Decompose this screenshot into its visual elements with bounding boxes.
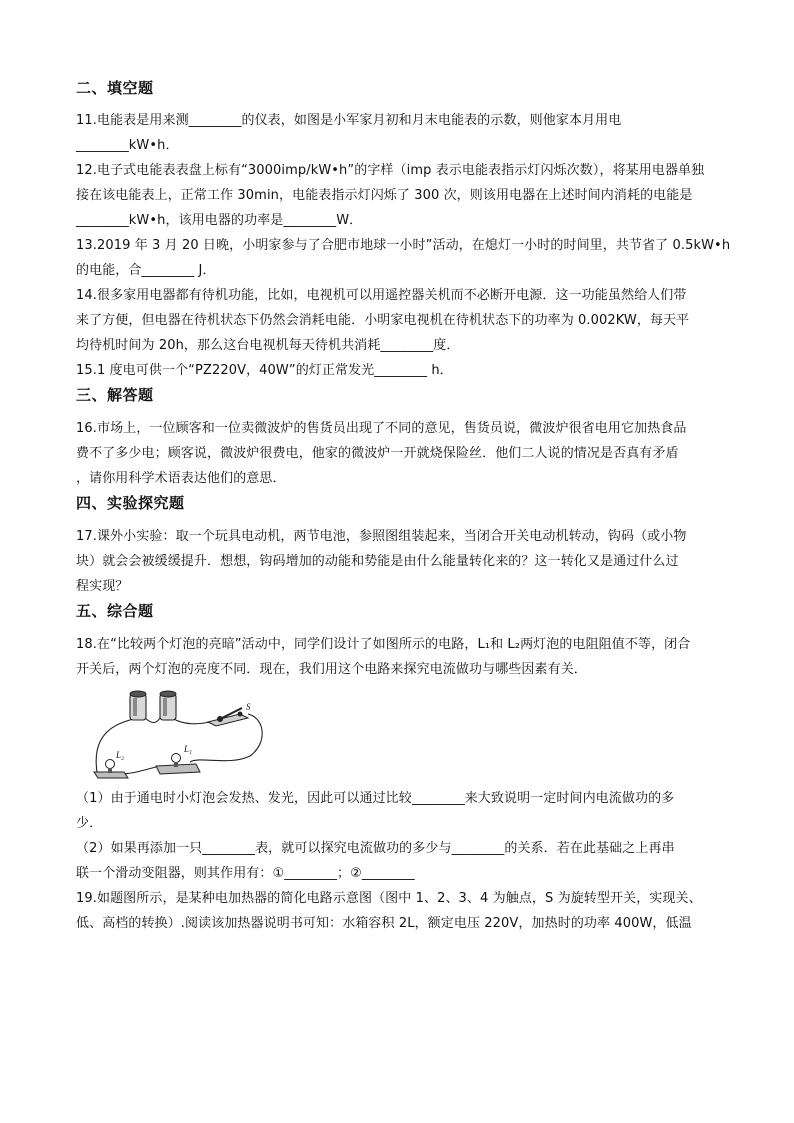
q16-line-3: ，请你用科学术语表达他们的意思． xyxy=(76,471,286,486)
section-heading-experiment: 四、实验探究题 xyxy=(76,494,185,512)
lamp-l2-label: L₂ xyxy=(116,750,125,760)
wire-battery-link xyxy=(145,718,160,723)
wire-battery-switch xyxy=(172,718,210,724)
battery-right xyxy=(160,691,176,720)
q13-line-2: 的电能，合________ J． xyxy=(76,263,216,278)
q12-line-3: ________kW•h，该用电器的功率是________W． xyxy=(76,213,363,228)
lamp-l2 xyxy=(94,750,128,778)
q12-line-1: 12.电子式电能表表盘上标有“3000imp/kW•h”的字样（imp 表示电能表指示灯闪烁次数），将某用电器单独 xyxy=(76,163,705,178)
q16-line-2: 费不了多少电；顾客说，微波炉很费电，他家的微波炉一开就烧保险丝．他们二人说的情况是否真有矛盾 xyxy=(76,446,679,461)
wire-lamp2-lamp1 xyxy=(120,766,160,774)
q18-part2-line-2: 联一个滑动变阻器，则其作用有：①________；②________ xyxy=(76,866,415,881)
q18-line-1: 18.在“比较两个灯泡的亮暗”活动中，同学们设计了如图所示的电路，L₁和 L₂两灯泡的电阻阻值不等，闭合 xyxy=(76,637,691,652)
section-heading-comprehensive: 五、综合题 xyxy=(76,602,154,620)
lamp-l1-label: L₁ xyxy=(184,744,193,754)
q19-line-2: 低、高档的转换）.阅读该加热器说明书可知：水箱容积 2L，额定电压 220V，加热时的功率 400W，低温 xyxy=(76,916,692,931)
circuit-diagram xyxy=(90,688,270,783)
lamp-l1 xyxy=(156,744,200,774)
q15-line-1: 15.1 度电可供一个“PZ220V，40W”的灯正常发光________ h． xyxy=(76,363,453,378)
q17-line-2: 块）就会会被缓缓提升．想想，钩码增加的动能和势能是由什么能量转化来的？这一转化又是通过什么过 xyxy=(76,554,679,569)
battery-left xyxy=(130,691,146,720)
q11-line-2: ________kW•h． xyxy=(76,138,179,153)
q13-line-1: 13.2019 年 3 月 20 日晚，小明家参与了合肥市地球一小时”活动，在熄灯一小时的时间里，共节省了 0.5kW•h xyxy=(76,238,731,253)
section-heading-answer: 三、解答题 xyxy=(76,386,154,404)
switch-label: S xyxy=(246,702,251,712)
q11-line-1: 11.电能表是用来测________的仪表，如图是小军家月初和月末电能表的示数，则他家本月用电 xyxy=(76,113,622,128)
q17-line-1: 17.课外小实验：取一个玩具电动机，两节电池，参照图组装起来，当闭合开关电动机转动，钩码（或小物 xyxy=(76,529,687,544)
q18-part2-line-1: （2）如果再添加一只________表，就可以探究电流做功的多少与________的关系．若在此基础之上再串 xyxy=(76,841,675,856)
q19-line-1: 19.如题图所示，是某种电加热器的简化电路示意图（图中 1、2、3、4 为触点，S 为旋转型开关，实现关、 xyxy=(76,891,702,906)
switch xyxy=(208,702,251,726)
q12-line-2: 接在该电能表上，正常工作 30min，电能表指示灯闪烁了 300 次，则该用电器在上述时间内消耗的电能是 xyxy=(76,188,693,203)
q14-line-3: 均待机时间为 20h，那么这台电视机每天待机共消耗________度． xyxy=(76,338,460,353)
q18-part1-line-2: 少． xyxy=(76,816,103,831)
q17-line-3: 程实现？ xyxy=(76,579,129,594)
q16-line-1: 16.市场上，一位顾客和一位卖微波炉的售货员出现了不同的意见，售货员说，微波炉很省电用它加热食品 xyxy=(76,421,687,436)
section-heading-fill-blank: 二、填空题 xyxy=(76,79,154,97)
q18-line-2: 开关后，两个灯泡的亮度不同．现在，我们用这个电路来探究电流做功与哪些因素有关． xyxy=(76,662,587,677)
q14-line-1: 14.很多家用电器都有待机功能，比如，电视机可以用遥控器关机而不必断开电源．这一功能虽然给人们带 xyxy=(76,288,687,303)
q14-line-2: 来了方便，但电器在待机状态下仍然会消耗电能．小明家电视机在待机状态下的功率为 0.002KW，每天平 xyxy=(76,313,690,328)
q18-part1-line-1: （1）由于通电时小灯泡会发热、发光，因此可以通过比较________来大致说明一定时间内电流做功的多 xyxy=(76,791,675,806)
